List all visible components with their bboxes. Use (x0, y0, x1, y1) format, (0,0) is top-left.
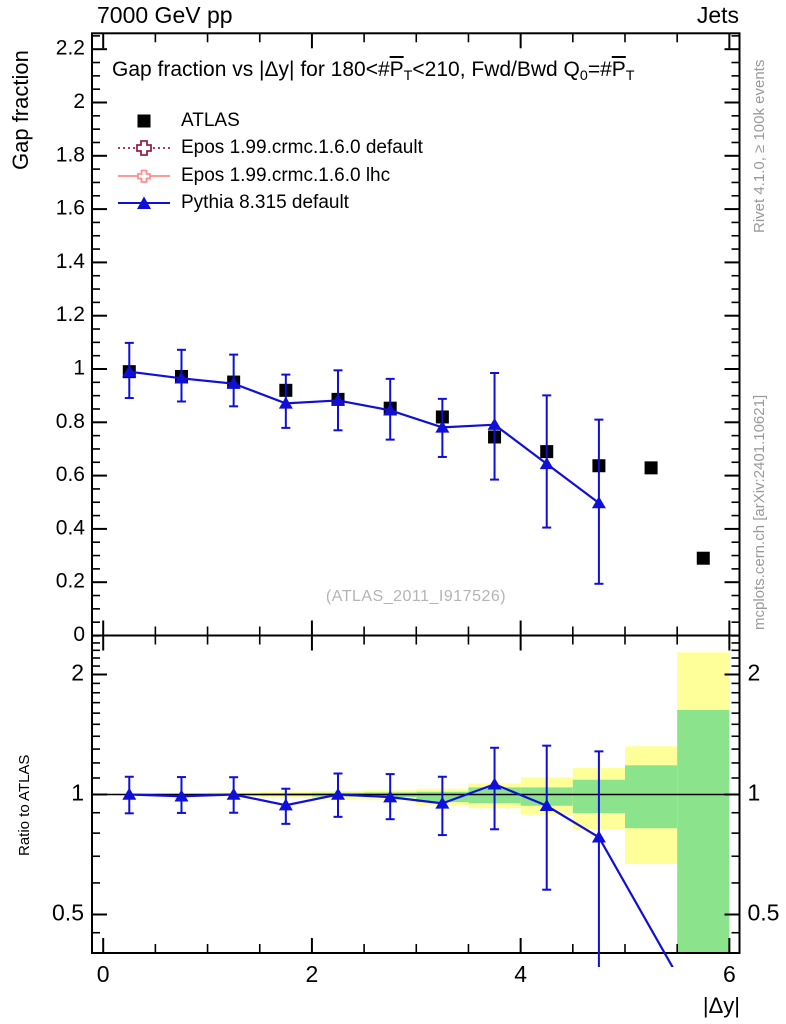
title-segment: T (403, 68, 413, 84)
title-segment: <210, Fwd/Bwd Q (412, 58, 580, 81)
legend-item-atlas (116, 107, 423, 135)
legend-item-pythia (116, 190, 423, 218)
main-panel-data (122, 343, 709, 584)
dotted-line-open-cross-icon (116, 138, 172, 158)
y-tick-label-main: 1 (73, 356, 85, 380)
y-axis-title-ratio: Ratio to ATLAS (16, 754, 33, 856)
x-tick-label: 4 (514, 961, 528, 987)
title-segment: $\overline{P}$ (389, 58, 404, 81)
rivet-version-sidetext: Rivet 4.1.0, ≥ 100k events (751, 59, 768, 233)
y-tick-label-main: 1.8 (55, 143, 85, 167)
legend-label: Epos 1.99.crmc.1.6.0 default (181, 137, 423, 159)
analysis-type-label: Jets (696, 2, 739, 28)
y-tick-label-ratio-left: 1 (71, 779, 84, 806)
black-square-marker-icon (116, 111, 172, 131)
x-axis-title: |Δy| (702, 993, 740, 1018)
legend-item-epos-lhc (116, 162, 423, 190)
beam-energy-label: 7000 GeV pp (97, 2, 233, 28)
legend-label: Epos 1.99.crmc.1.6.0 lhc (181, 164, 391, 186)
title-segment: 0 (579, 68, 588, 84)
x-tick-label: 6 (722, 961, 736, 987)
x-tick-label: 2 (305, 961, 319, 987)
pythia-point (592, 830, 606, 842)
title-segment: =# (587, 58, 612, 81)
y-axis-title-main: Gap fraction (8, 50, 33, 170)
y-tick-label-ratio-right: 1 (747, 779, 761, 806)
y-tick-label-main: 1.6 (55, 196, 85, 220)
y-tick-label-main: 1.2 (55, 303, 85, 327)
atlas-point (697, 552, 710, 565)
y-tick-label-main: 2.2 (55, 36, 85, 60)
uncertainty-band-green (677, 710, 729, 976)
y-tick-label-ratio-left: 0.5 (52, 899, 84, 926)
uncertainty-band-green (625, 765, 677, 828)
legend-label: ATLAS (181, 109, 240, 131)
y-tick-label-main: 0.2 (55, 569, 85, 593)
x-tick-label: 0 (96, 961, 110, 987)
y-tick-label-main: 0.8 (55, 409, 85, 433)
pythia-line (129, 372, 599, 503)
legend (116, 107, 423, 217)
y-tick-label-ratio-right: 0.5 (747, 899, 780, 926)
legend-item-epos-default (116, 135, 423, 163)
solid-line-filled-triangle-icon (116, 193, 172, 213)
title-segment: $\overline{P}$ (611, 58, 626, 81)
analysis-id-watermark: (ATLAS_2011_I917526) (325, 588, 507, 605)
legend-label: Pythia 8.315 default (181, 192, 349, 214)
title-segment: T (625, 68, 635, 84)
y-tick-label-main: 2 (73, 90, 85, 114)
atlas-point (645, 461, 658, 474)
mcplots-citation-sidetext: mcplots.cern.ch [arXiv:2401.10621] (751, 394, 768, 630)
y-tick-label-ratio-right: 2 (747, 659, 761, 686)
y-tick-label-main: 0 (73, 623, 85, 647)
y-tick-label-main: 0.4 (55, 516, 85, 540)
y-tick-label-main: 1.4 (55, 249, 85, 273)
y-tick-label-ratio-left: 2 (71, 659, 84, 686)
y-tick-label-main: 0.6 (55, 463, 85, 487)
title-segment: Gap fraction vs |Δy| for 180<# (112, 58, 390, 81)
plot-title (112, 58, 736, 84)
solid-line-open-cross-icon (116, 166, 172, 186)
